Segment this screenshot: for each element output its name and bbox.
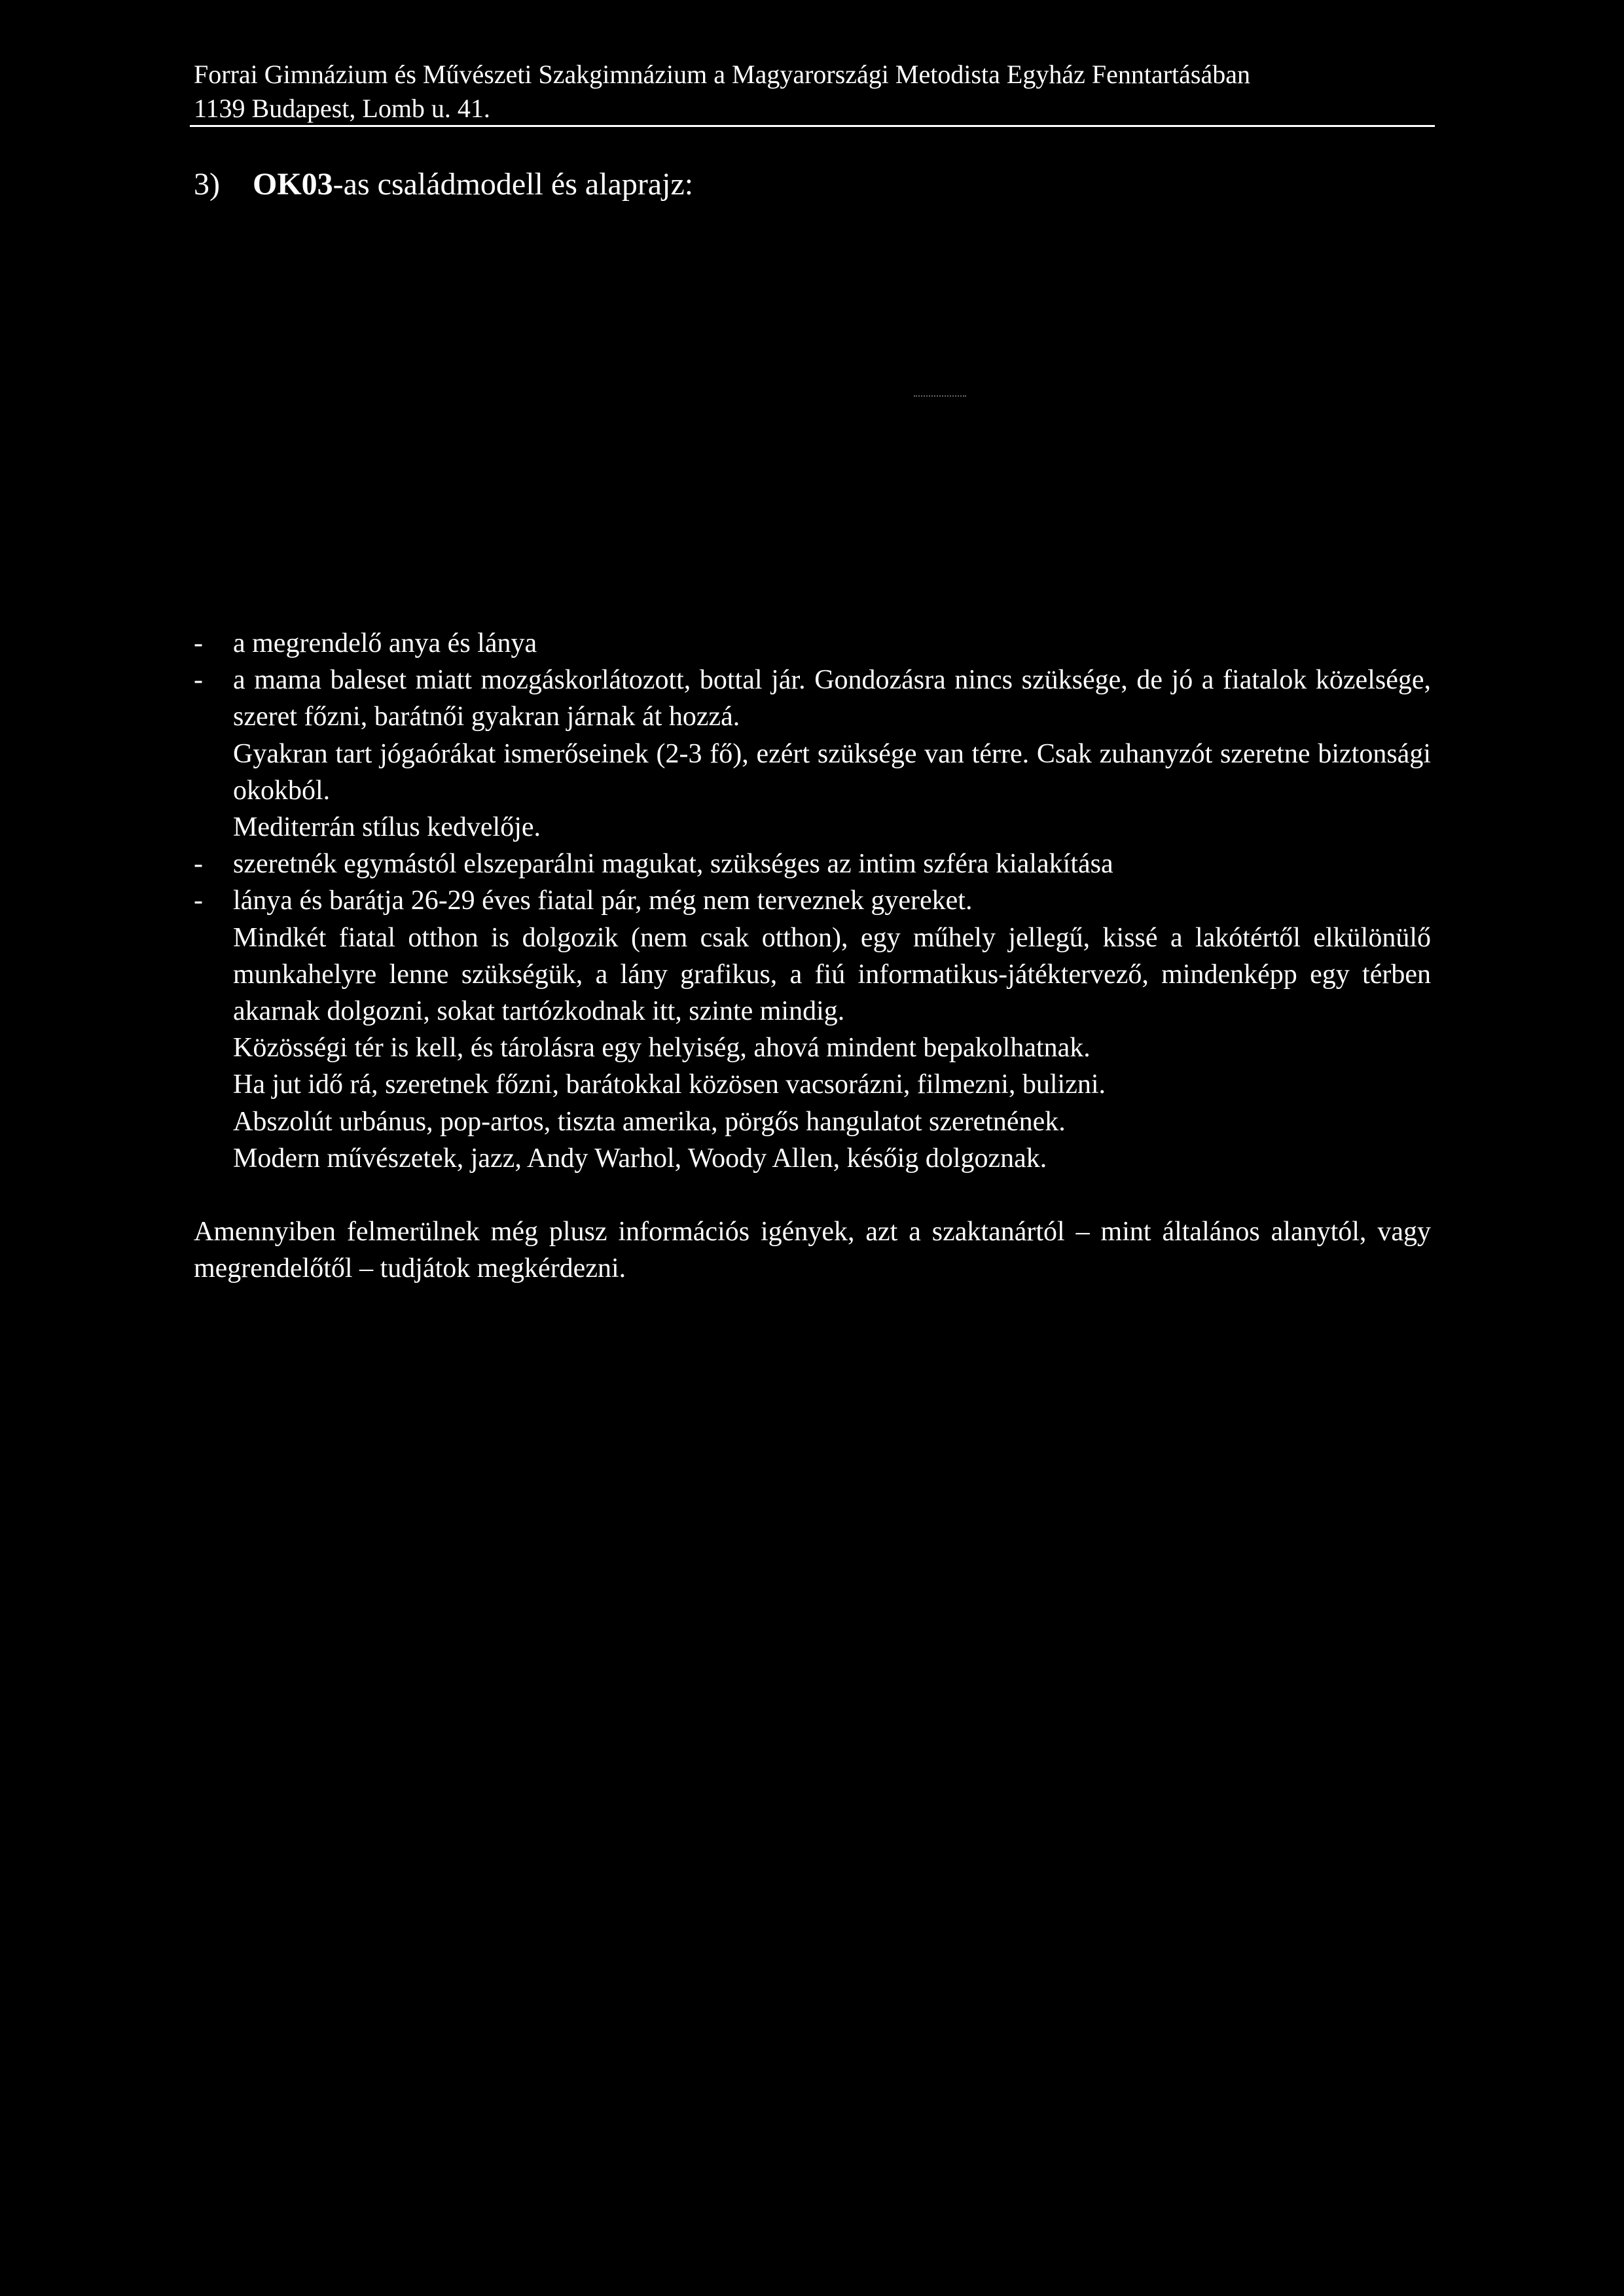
list-item-text: Közösségi tér is kell, és tárolásra egy helyiség, ahová mindent bepakolhatnak.: [233, 1033, 1091, 1064]
list-item: [194, 846, 1431, 882]
list-item: [194, 662, 1431, 846]
header-address: 1139 Budapest, Lomb u. 41.: [194, 94, 490, 123]
list-dash: -: [194, 849, 203, 880]
list-dash: -: [194, 886, 203, 916]
list-item-text: Abszolút urbánus, pop-artos, tiszta amerika, pörgős hangulatot szeretnének.: [233, 1106, 1066, 1137]
requirements-list: [194, 625, 1431, 1177]
floor-plan-image: [194, 223, 1435, 615]
list-item-text: szeretnék egymástól elszeparálni magukat, szükséges az intim szféra kialakítása: [233, 849, 1113, 880]
list-dash: -: [194, 628, 203, 658]
floor-plan-artifact: [914, 395, 966, 399]
list-item-text: a megrendelő anya és lánya: [233, 628, 537, 658]
list-item: [194, 882, 1431, 1177]
list-dash: -: [194, 665, 203, 696]
list-item-text: Modern művészetek, jazz, Andy Warhol, Woody Allen, későig dolgoznak.: [233, 1143, 1047, 1174]
header-divider: [190, 125, 1435, 127]
section-heading: [194, 164, 693, 206]
list-item: [194, 625, 1431, 662]
list-item-text: Mindkét fiatal otthon is dolgozik (nem csak otthon), egy műhely jellegű, kissé a lakótértől elkülönülő munkahelyre lenne szükségük, a lány grafikus, a fiú informatikus-játéktervező, mindenképp egy térben akarnak dolgozni, sokat tartózkodnak itt, szinte mindig.: [233, 922, 1431, 1027]
list-item-text: Gyakran tart jógaórákat ismerőseinek (2-3 fő), ezért szüksége van térre. Csak zuhanyzót szeretne biztonsági okokból.: [233, 738, 1431, 806]
list-item-text: lánya és barátja 26-29 éves fiatal pár, még nem terveznek gyereket.: [233, 886, 973, 916]
closing-paragraph: Amennyiben felmerülnek még plusz információs igények, azt a szaktanártól – mint általános alanytól, vagy megrendelőtől – tudjátok megkérdezni.: [194, 1217, 1431, 1284]
list-item-text: a mama baleset miatt mozgáskorlátozott, bottal jár. Gondozásra nincs szüksége, de jó a fiatalok közelsége, szeret főzni, barátnői gyakran járnak át hozzá.: [233, 665, 1431, 732]
header-institution: Forrai Gimnázium és Művészeti Szakgimnázium a Magyarországi Metodista Egyház Fenntartásában: [194, 60, 1250, 89]
list-item-text: Ha jut idő rá, szeretnek főzni, barátokkal közösen vacsorázni, filmezni, bulizni.: [233, 1069, 1106, 1100]
list-item-text: Mediterrán stílus kedvelője.: [233, 812, 541, 843]
page-header: [194, 58, 1435, 126]
section-title: -as családmodell és alaprajz:: [333, 167, 694, 202]
section-code: OK03: [253, 167, 333, 202]
section-number: 3): [194, 167, 220, 202]
